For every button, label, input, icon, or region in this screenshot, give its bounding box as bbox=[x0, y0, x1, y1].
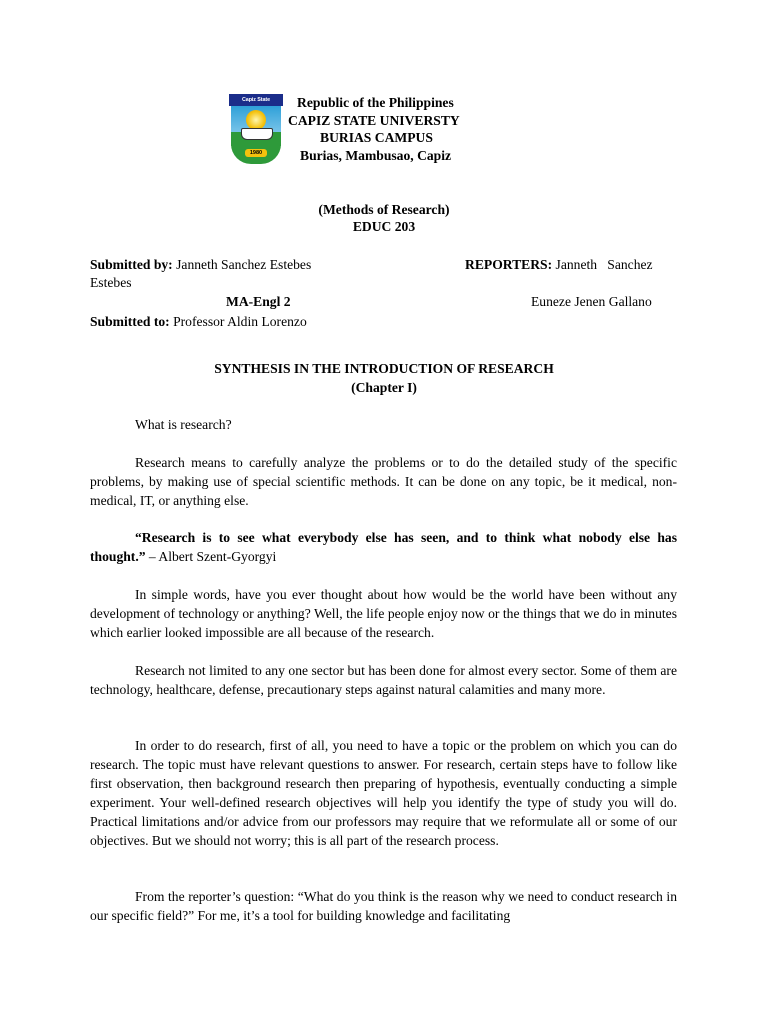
university-seal-icon bbox=[229, 94, 283, 166]
paragraph-5: From the reporter’s question: “What do you think is the reason why we need to conduct research in our specific field?” For me, it’s a tool for building knowledge and facilitating bbox=[90, 889, 677, 923]
seal-year: 1980 bbox=[245, 149, 267, 157]
submitted-to-label: Submitted to: bbox=[90, 314, 170, 329]
submitted-by-name: Janneth Sanchez Estebes bbox=[176, 257, 312, 272]
reporter-1: Janneth Sanchez bbox=[555, 257, 653, 272]
paragraph-4: In order to do research, first of all, you need to have a topic or the problem on which you can do research. The topic must have relevant questions to answer. For research, certain steps have to follow like first observation, then background research then preparing of hypothesis, eventually conducting a simple experiment. Your well-defined research objectives will help you identify the type of study you will do. Practical limitations and/or advice from our professors may require that we reformulate all or some of our objectives. But we should not worry; this is all part of the research process. bbox=[90, 738, 677, 848]
submitted-by-line bbox=[90, 255, 311, 274]
body-question: What is research? bbox=[135, 417, 232, 432]
paragraph-3: Research not limited to any one sector but has been done for almost every sector. Some of them are technology, healthcare, defense, precautionary steps against natural calamities and many more. bbox=[90, 663, 677, 697]
submitted-to-name: Professor Aldin Lorenzo bbox=[173, 314, 307, 329]
course-title: (Methods of Research) bbox=[318, 202, 450, 217]
header-address: Burias, Mambusao, Capiz bbox=[300, 148, 452, 163]
quote-text: “Research is to see what everybody else has seen, and to think what nobody else has thought.” bbox=[90, 530, 677, 564]
section-title: SYNTHESIS IN THE INTRODUCTION OF RESEARCH bbox=[214, 361, 554, 376]
quote-paragraph bbox=[90, 528, 677, 566]
submitted-by-label: Submitted by: bbox=[90, 257, 173, 272]
reporters-line bbox=[465, 255, 653, 274]
course-code: EDUC 203 bbox=[352, 219, 416, 234]
submitted-by-wrap: Estebes bbox=[90, 275, 132, 290]
paragraph-1: Research means to carefully analyze the problems or to do the detailed study of the specific problems, by making use of special scientific methods. It can be done on any topic, be it medical, non-medical, IT, or anything else. bbox=[90, 455, 677, 508]
reporter-2: Euneze Jenen Gallano bbox=[531, 294, 652, 309]
reporters-label: REPORTERS: bbox=[465, 257, 553, 272]
header-campus: BURIAS CAMPUS bbox=[320, 130, 433, 145]
header-university: CAPIZ STATE UNIVERSTY bbox=[288, 113, 460, 128]
paragraph-2: In simple words, have you ever thought about how would be the world have been without any development of technology or anything? Well, the life people enjoy now or the things that we do in minutes which earlier looked impossible are all because of the research. bbox=[90, 587, 677, 640]
program-label: MA-Engl 2 bbox=[226, 294, 291, 309]
seal-band-text: Capiz State bbox=[229, 94, 283, 106]
section-chapter: (Chapter I) bbox=[351, 380, 417, 395]
header-republic: Republic of the Philippines bbox=[297, 95, 454, 110]
submitted-to-line bbox=[90, 312, 307, 331]
quote-author: – Albert Szent-Gyorgyi bbox=[145, 549, 277, 564]
